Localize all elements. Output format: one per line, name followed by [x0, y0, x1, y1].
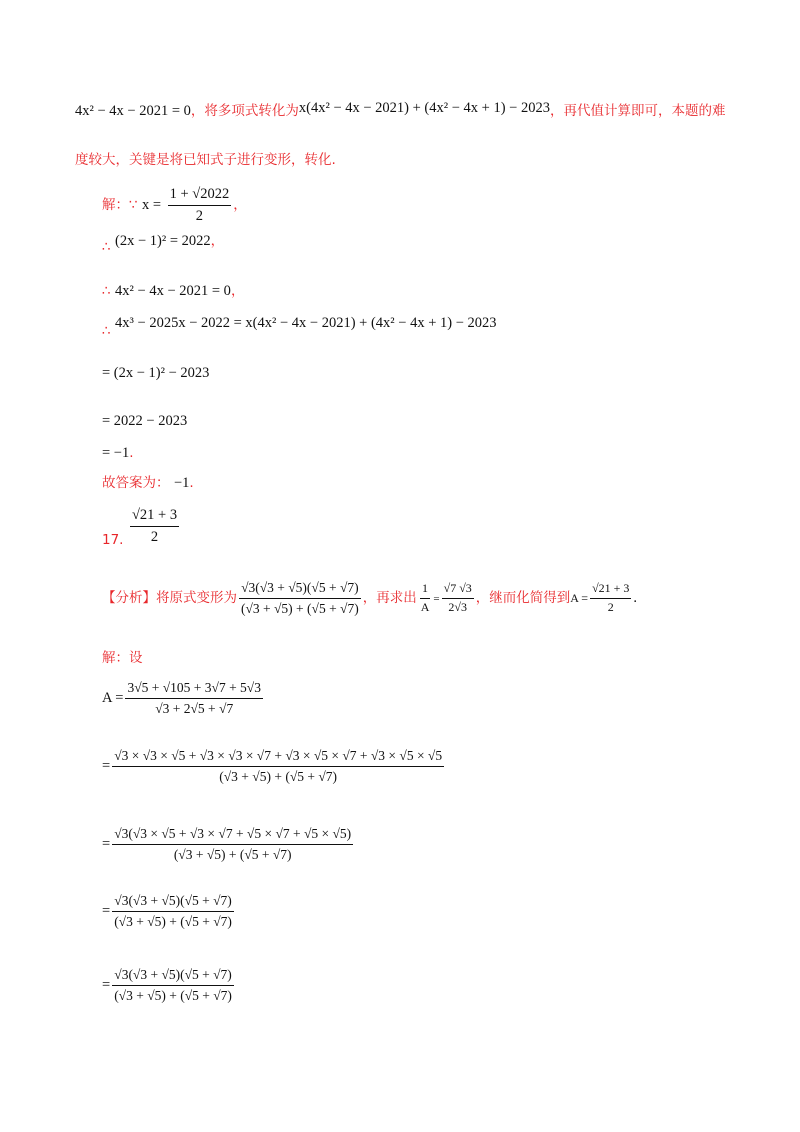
step-3-numerator: √3(√3 × √5 + √3 × √7 + √5 × √7 + √5 × √5) [112, 826, 353, 845]
inverse-equals: = [433, 593, 440, 606]
result-minus-one: = −1 [102, 445, 130, 461]
step-1-numerator: 3√5 + √105 + 3√7 + 5√3 [125, 680, 262, 699]
period: . [189, 475, 194, 491]
step-5-fraction [112, 967, 234, 1003]
analysis-line [102, 580, 637, 616]
step-4-equals: = [102, 903, 111, 920]
inverse-rhs-denominator: 2√3 [448, 599, 467, 614]
solution-label: 解： [102, 197, 129, 214]
step-1 [102, 680, 265, 716]
step-4 [102, 893, 236, 929]
step-5 [102, 967, 236, 1003]
therefore-symbol: ∴ [102, 239, 111, 255]
A-denominator: 2 [607, 599, 614, 614]
x-numerator: 1 + √2022 [168, 186, 232, 206]
step-5-equals: = [102, 977, 111, 994]
analysis-fraction [239, 580, 361, 616]
equation-transform: x(4x² − 4x − 2021) + (4x² − 4x + 1) − 2023 [298, 100, 550, 116]
answer-value: −1 [173, 475, 190, 491]
because-symbol: ∵ [129, 197, 138, 214]
step-2-denominator: (√3 + √5) + (√5 + √7) [219, 768, 337, 784]
solution-line-6: = 2022 − 2023 [102, 413, 188, 429]
comma: ， [233, 197, 247, 214]
problem-number: 17. [102, 532, 124, 549]
inverse-rhs-numerator: √7 √3 [442, 582, 474, 599]
answer-label: 故答案为： [102, 475, 170, 491]
step-3-equals: = [102, 836, 111, 853]
step-5-numerator: √3(√3 + √5)(√5 + √7) [112, 967, 234, 986]
top-line-1 [75, 100, 726, 119]
answer-fraction [130, 507, 179, 545]
analysis-text-1: ，将多项式转化为 [190, 103, 299, 119]
step-2-fraction [112, 748, 444, 784]
step-2-numerator: √3 × √3 × √5 + √3 × √3 × √7 + √3 × √5 × √7 + √3 × √5 × √5 [112, 748, 444, 767]
step-3-denominator: (√3 + √5) + (√5 + √7) [173, 846, 292, 862]
step-1-denominator: √3 + 2√5 + √7 [155, 700, 234, 716]
step-1-lhs: A = [102, 690, 124, 707]
equation-2x-1-squared: (2x − 1)² = 2022 [115, 233, 211, 249]
step-4-denominator: (√3 + √5) + (√5 + √7) [114, 913, 232, 929]
therefore-symbol: ∴ [102, 283, 111, 299]
answer-numerator: √21 + 3 [130, 507, 179, 527]
step-4-numerator: √3(√3 + √5)(√5 + √7) [112, 893, 234, 912]
comma: ， [230, 283, 245, 299]
solution-line-x [102, 186, 247, 224]
A-numerator: √21 + 3 [590, 582, 631, 599]
period: . [129, 445, 134, 461]
analysis-text-3: ，继而化简得到 [475, 590, 571, 607]
step-2 [102, 748, 446, 784]
equation-quadratic: 4x² − 4x − 2021 = 0 [115, 283, 231, 299]
solution-line-4 [102, 315, 497, 339]
step-3 [102, 826, 355, 862]
solution-line-2 [102, 233, 225, 255]
therefore-symbol: ∴ [102, 323, 111, 339]
A-value-fraction [590, 582, 631, 615]
equation-4x2: 4x² − 4x − 2021 = 0 [75, 103, 191, 119]
step-2-equals: = [102, 758, 111, 775]
step-5-denominator: (√3 + √5) + (√5 + √7) [114, 987, 232, 1003]
analysis-denominator: (√3 + √5) + (√5 + √7) [241, 600, 359, 616]
analysis-text-1: 将原式变形为 [156, 590, 237, 607]
comma: ， [210, 233, 225, 249]
step-3-fraction [112, 826, 353, 862]
step-1-fraction [125, 680, 262, 716]
solution-17-label: 解：设 [102, 650, 143, 666]
inverse-denominator: A [420, 599, 430, 614]
inverse-rhs-fraction [442, 582, 474, 615]
top-line-2: 度较大，关键是将已知式子进行变形，转化. [75, 152, 336, 168]
x-equals: x = [142, 197, 162, 214]
inverse-numerator: 1 [420, 582, 430, 599]
analysis-numerator: √3(√3 + √5)(√5 + √7) [239, 580, 361, 599]
problem-17-answer [102, 507, 181, 549]
solution-line-5: = (2x − 1)² − 2023 [102, 365, 210, 381]
x-value-fraction [168, 186, 232, 224]
analysis-text-2: ，再求出 [362, 590, 417, 607]
solution-line-3 [102, 284, 244, 299]
equation-cubic: 4x³ − 2025x − 2022 = x(4x² − 4x − 2021) + (4x² − 4x + 1) − 2023 [115, 315, 497, 331]
solution-line-7 [102, 446, 134, 461]
step-4-fraction [112, 893, 234, 929]
analysis-text-2: ，再代值计算即可，本题的难 [549, 103, 726, 119]
answer-denominator: 2 [150, 528, 159, 545]
analysis-label: 【分析】 [102, 590, 156, 607]
period: . [633, 590, 638, 607]
x-denominator: 2 [195, 207, 203, 224]
A-equals: A = [570, 591, 589, 606]
answer-line [102, 476, 194, 491]
inverse-A-fraction [419, 582, 432, 615]
